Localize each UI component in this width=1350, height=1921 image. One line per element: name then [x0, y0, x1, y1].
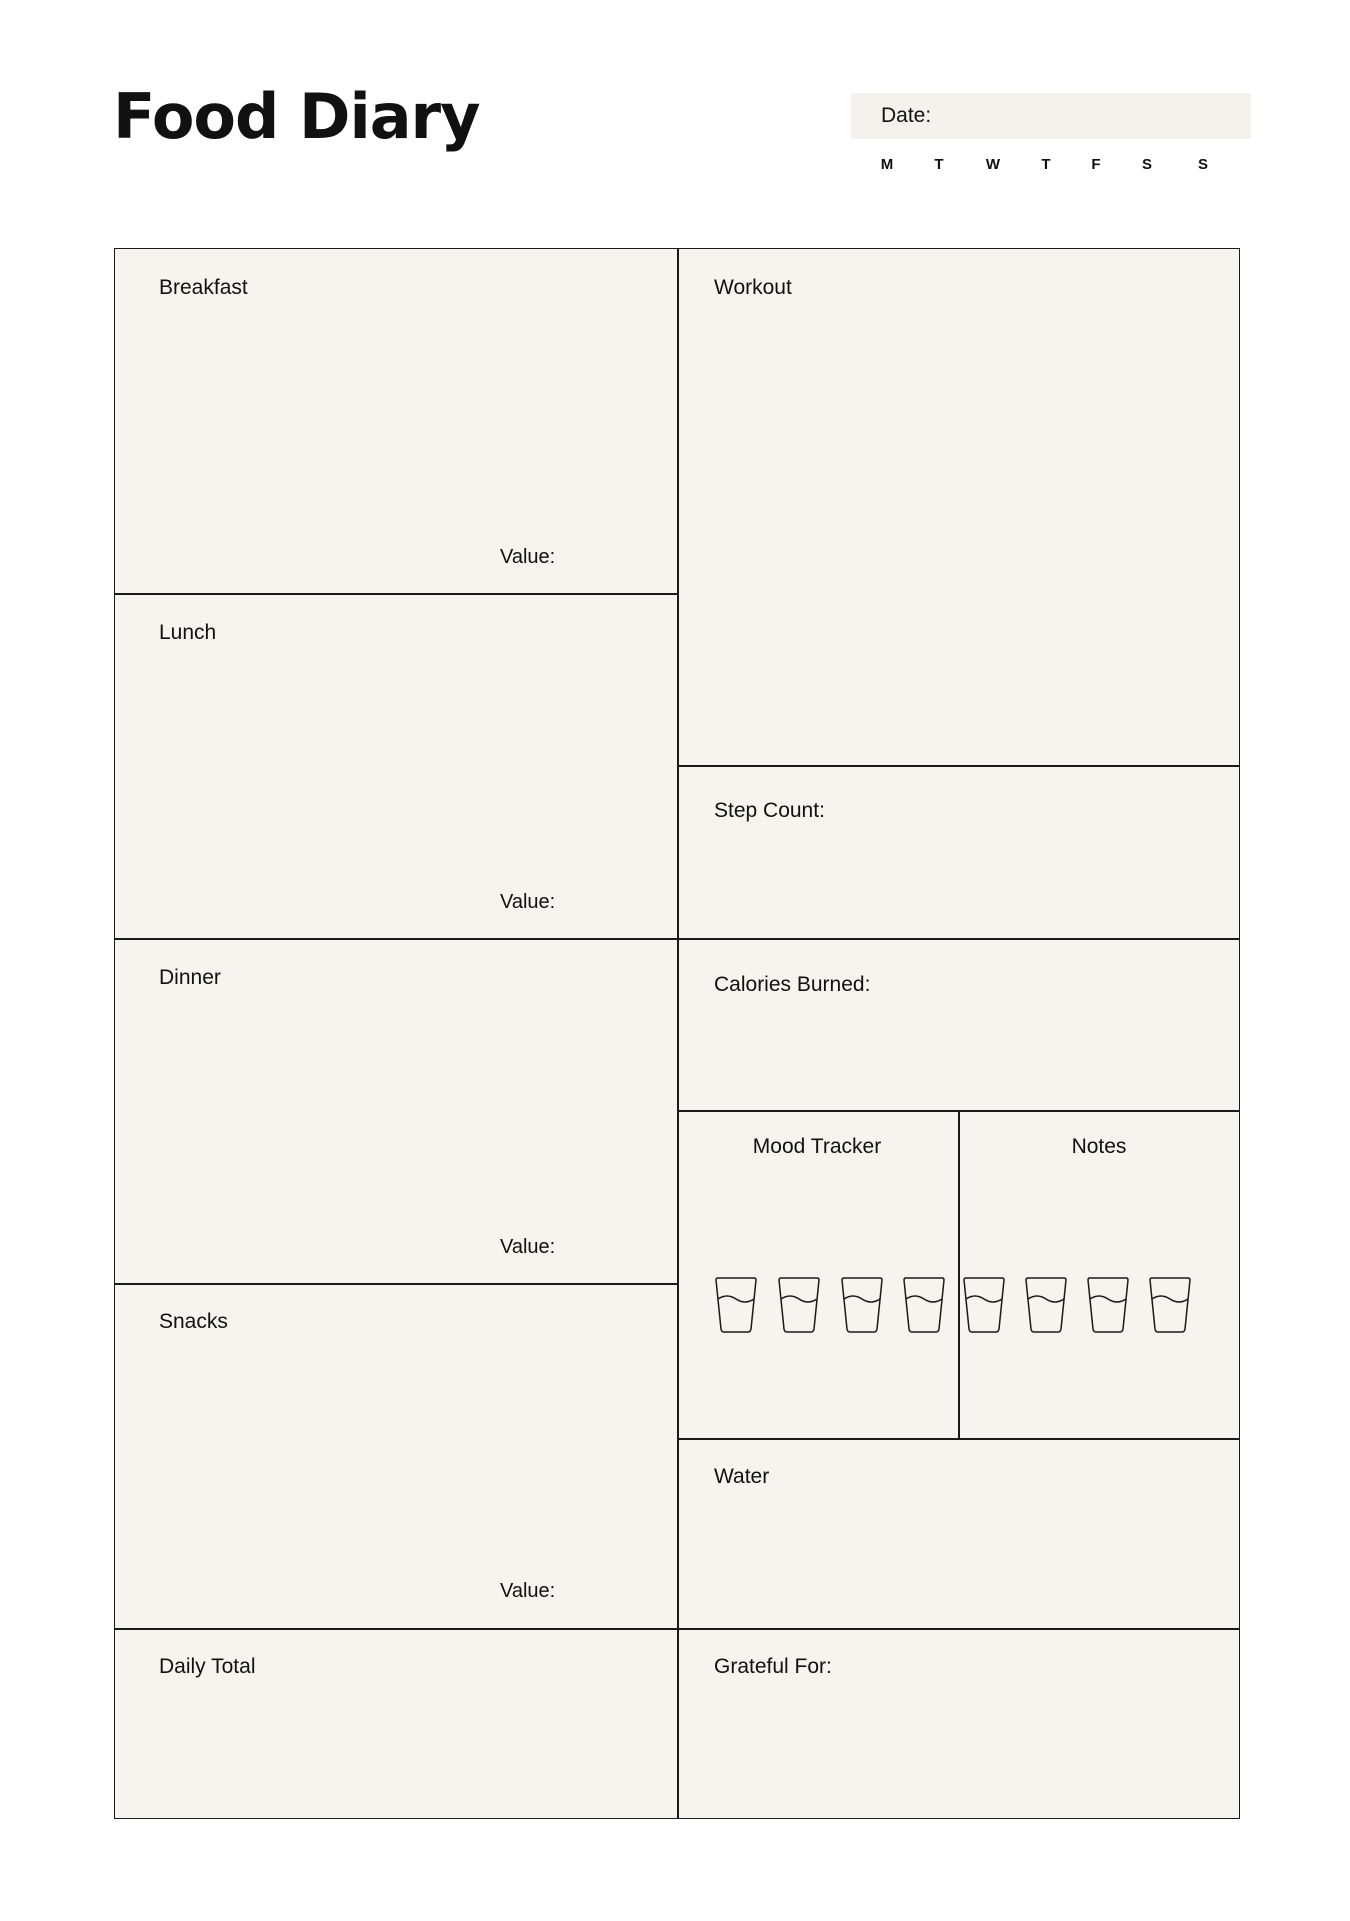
day-thursday[interactable]: T	[1041, 156, 1051, 173]
snacks-total-divider	[114, 1628, 1240, 1630]
lunch-dinner-divider	[114, 938, 677, 940]
water-glass-icon[interactable]	[902, 1277, 946, 1333]
mood-water-divider	[677, 1438, 1240, 1440]
workout-label: Workout	[714, 276, 792, 299]
column-divider	[677, 248, 679, 1819]
mood-tracker-label: Mood Tracker	[752, 1135, 882, 1158]
page-title: Food Diary	[113, 80, 480, 153]
date-label: Date:	[881, 104, 932, 127]
water-glass-icon[interactable]	[1148, 1277, 1192, 1333]
water-glass-icon[interactable]	[962, 1277, 1006, 1333]
lunch-label: Lunch	[159, 621, 217, 644]
snacks-value-label: Value:	[500, 1580, 556, 1602]
weekday-selector	[851, 156, 1251, 176]
water-glass-icon[interactable]	[777, 1277, 821, 1333]
notes-label: Notes	[1071, 1135, 1127, 1158]
workout-steps-divider	[677, 765, 1240, 767]
water-glass-icon[interactable]	[1024, 1277, 1068, 1333]
water-glass-icon[interactable]	[1086, 1277, 1130, 1333]
water-glass-icon[interactable]	[714, 1277, 758, 1333]
water-label: Water	[714, 1465, 770, 1488]
dinner-label: Dinner	[159, 966, 221, 989]
date-field[interactable]	[851, 93, 1251, 139]
daily-total-label: Daily Total	[159, 1655, 256, 1678]
grateful-for-label: Grateful For:	[714, 1655, 832, 1678]
day-sunday[interactable]: S	[1197, 156, 1208, 173]
step-count-label: Step Count:	[714, 799, 825, 822]
dinner-value-label: Value:	[500, 1236, 556, 1258]
mood-notes-divider	[958, 1110, 960, 1438]
dinner-snacks-divider	[114, 1283, 677, 1285]
water-glass-icon[interactable]	[840, 1277, 884, 1333]
day-wednesday[interactable]: W	[985, 156, 1001, 173]
snacks-label: Snacks	[159, 1310, 228, 1333]
breakfast-value-label: Value:	[500, 546, 556, 568]
day-saturday[interactable]: S	[1141, 156, 1152, 173]
calories-burned-label: Calories Burned:	[714, 973, 871, 996]
breakfast-lunch-divider	[114, 593, 677, 595]
lunch-value-label: Value:	[500, 891, 556, 913]
steps-calories-divider	[677, 938, 1240, 940]
breakfast-label: Breakfast	[159, 276, 248, 299]
day-monday[interactable]: M	[880, 156, 894, 173]
day-friday[interactable]: F	[1091, 156, 1101, 173]
day-tuesday[interactable]: T	[934, 156, 944, 173]
